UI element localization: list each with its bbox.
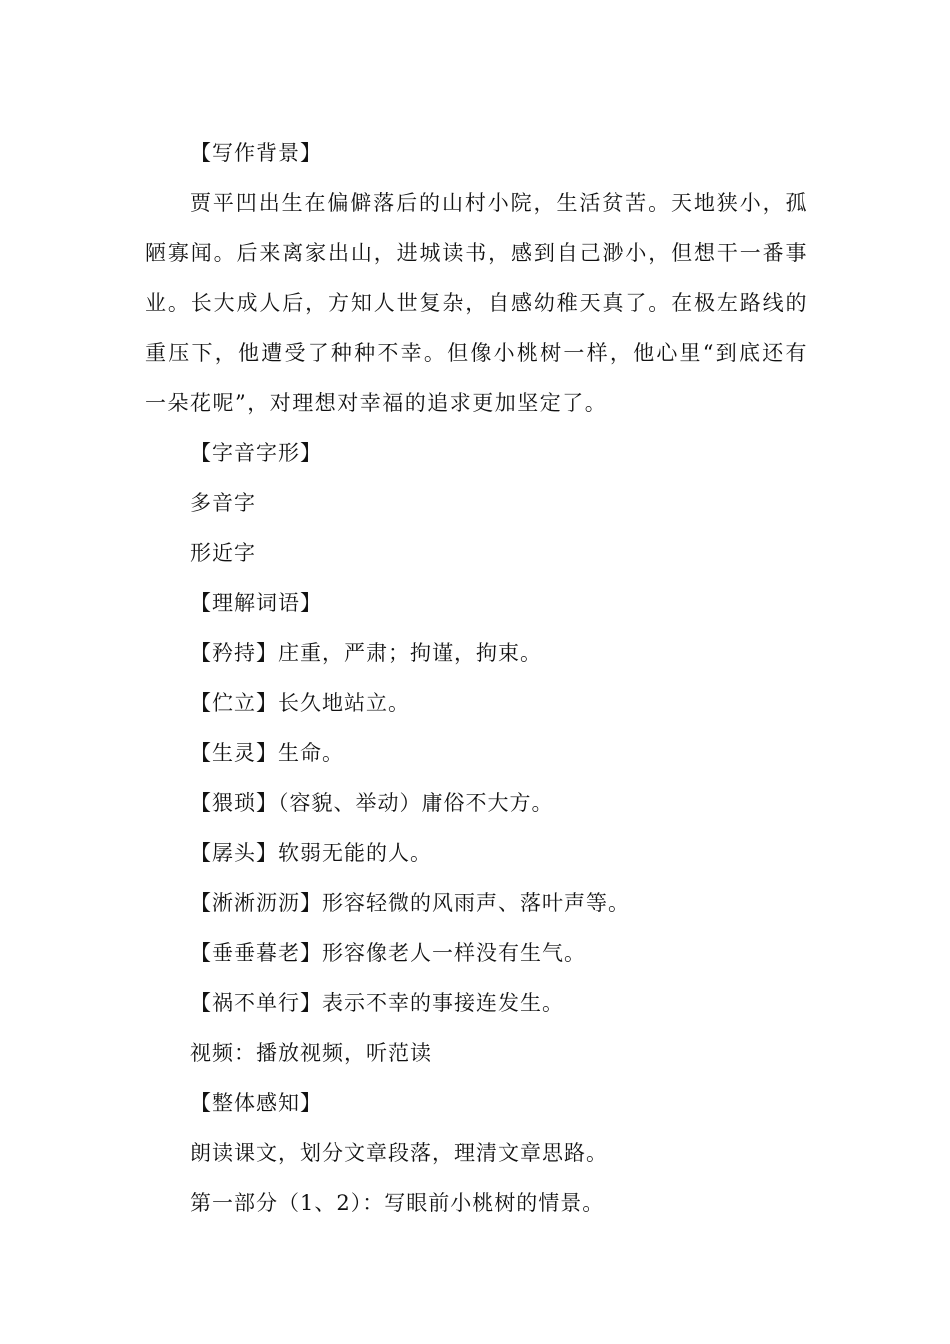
overview-task: 朗读课文，划分文章段落，理清文章思路。 [190, 1141, 608, 1165]
background-paragraph: 贾平凹出生在偏僻落后的山村小院，生活贫苦。天地狭小，孤陋寡闻。后来离家出山，进城读书，感到自己渺小，但想干一番事业。长大成人后，方知人世复杂，自感幼稚天真了。在极左路线的重压下，他遭受了种种不幸。但像小桃树一样，他心里“到底还有一朵花呢”，对理想对幸福的追求更加坚定了。 [145, 191, 808, 415]
vocab-item: 【垂垂暮老】形容像老人一样没有生气。 [190, 941, 586, 965]
part-one: 第一部分（1、2）：写眼前小桃树的情景。 [190, 1191, 605, 1215]
vocab-item: 【猥琐】（容貌、举动）庸俗不大方。 [190, 791, 554, 815]
vocab-heading: 【理解词语】 [190, 591, 322, 615]
document-body [145, 128, 808, 1228]
char-heading: 【字音字形】 [190, 441, 322, 465]
vocab-item: 【祸不单行】表示不幸的事接连发生。 [190, 991, 564, 1015]
vocab-item: 【伫立】长久地站立。 [190, 691, 410, 715]
vocab-item: 【生灵】生命。 [190, 741, 344, 765]
similar-chars-label: 形近字 [190, 541, 256, 565]
vocab-item: 【矜持】庄重，严肃；拘谨，拘束。 [190, 641, 542, 665]
overview-heading: 【整体感知】 [190, 1091, 322, 1115]
video-note: 视频：播放视频，听范读 [190, 1041, 432, 1065]
vocab-item: 【孱头】软弱无能的人。 [190, 841, 432, 865]
background-heading: 【写作背景】 [190, 141, 322, 165]
vocab-item: 【淅淅沥沥】形容轻微的风雨声、落叶声等。 [190, 891, 630, 915]
polyphonic-label: 多音字 [190, 491, 256, 515]
